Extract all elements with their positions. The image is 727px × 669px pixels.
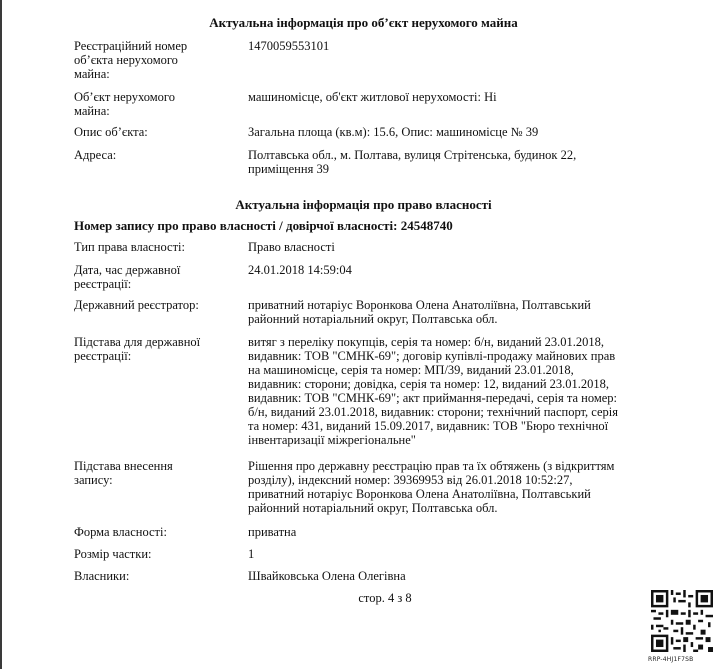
ownership-value: Право власності — [248, 240, 335, 254]
record-number-heading: Номер запису про право власності / довірчої власності: 24548740 — [74, 218, 453, 233]
property-label: Опис об’єкта: — [74, 125, 148, 139]
ownership-label: Державний реєстратор: — [74, 298, 199, 312]
page-number: стор. 4 з 8 — [358, 591, 412, 605]
property-value: машиномісце, об'єкт житлової нерухомості: Ні — [248, 90, 497, 104]
ownership-value: приватна — [248, 525, 297, 539]
ownership-label: Форма власності: — [74, 525, 167, 539]
property-value: Загальна площа (кв.м): 15.6, Опис: машиномісце № 39 — [248, 125, 539, 139]
property-value: 1470059553101 — [248, 39, 330, 53]
property-value: Полтавська обл., м. Полтава, вулиця Стрітенська, будинок 22, приміщення 39 — [248, 148, 577, 176]
ownership-value: 1 — [248, 547, 255, 561]
ownership-label: Розмір частки: — [74, 547, 152, 561]
property-section-title: Актуальна інформація про об’єкт нерухомого майна — [209, 15, 518, 30]
ownership-value: приватний нотаріус Воронкова Олена Анатоліївна, Полтавський районний нотаріальний округ, Полтавська обл. — [248, 298, 591, 326]
ownership-section-title: Актуальна інформація про право власності — [235, 197, 492, 212]
property-label: Адреса: — [74, 148, 117, 162]
ownership-label: Власники: — [74, 569, 130, 583]
qr-code-caption: RRP-4HJ1F7SB — [648, 656, 694, 663]
ownership-value: 24.01.2018 14:59:04 — [248, 263, 352, 277]
ownership-label: Підстава для державної реєстрації: — [74, 335, 201, 363]
ownership-value: Швайковська Олена Олегівна — [248, 569, 406, 583]
ownership-label: Підстава внесення запису: — [74, 459, 173, 487]
ownership-value: Рішення про державну реєстрацію прав та їх обтяжень (з відкриттям розділу), індексний номер: 39369953 від 26.01.2018 10:52:27, приватний нотаріус Воронкова Олена Анатоліївна, Полтавський районний нотаріальний округ, Полтавська обл. — [248, 459, 615, 515]
property-label: Об’єкт нерухомого майна: — [74, 90, 175, 118]
ownership-label: Дата, час державної реєстрації: — [74, 263, 181, 291]
ownership-label: Тип права власності: — [74, 240, 186, 254]
property-label: Реєстраційний номер об’єкта нерухомого майна: — [74, 39, 188, 81]
qr-code-icon — [651, 590, 713, 652]
ownership-value: витяг з переліку покупців, серія та номер: б/н, виданий 23.01.2018, видавник: ТОВ "СМНК-69"; договір купівлі-продажу майнових прав на машиномісце, серія та номер: МП/39, виданий 23.01.2018, видавник: сторони; довідка, серія та номер: 12, виданий 23.01.2018, видавник: ТОВ "СМНК-69"; акт приймання-передачі, серія та номер: б/н, виданий 23.01.2018, видавник: сторони; технічний паспорт, серія та номер: 431, виданий 15.09.2017, видавник: ТОВ "Бюро технічної інвентаризації міжрегіональне" — [248, 335, 619, 447]
